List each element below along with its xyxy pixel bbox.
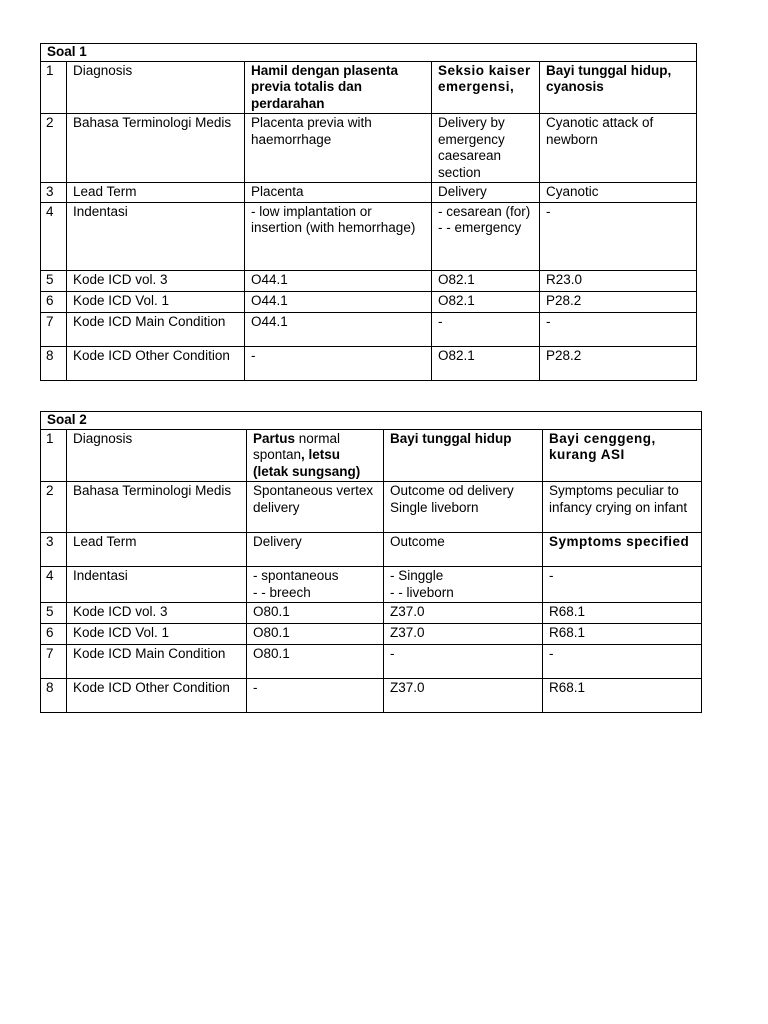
row-number: 8	[41, 346, 67, 380]
cell-line: - - breech	[253, 584, 311, 600]
cell-col-2: -	[432, 312, 540, 346]
cell-col-3: R68.1	[543, 679, 702, 713]
table-row	[41, 312, 697, 346]
cell-col-2: O82.1	[432, 291, 540, 312]
cell-col-1: O80.1	[247, 603, 384, 624]
row-label: Indentasi	[67, 567, 247, 603]
cell-line: Single liveborn	[390, 499, 479, 515]
table-title: Soal 1	[41, 44, 697, 62]
row-number: 4	[41, 202, 67, 270]
cell-col-2: Delivery	[432, 183, 540, 203]
cell-col-3: R23.0	[540, 270, 697, 291]
cell-col-1	[247, 567, 384, 603]
row-label: Kode ICD Other Condition	[67, 346, 245, 380]
table-row	[41, 202, 697, 270]
cell-col-1: Placenta	[245, 183, 432, 203]
table-soal-1	[40, 43, 697, 381]
cell-line: - Singgle	[390, 568, 444, 583]
table-row	[41, 624, 702, 645]
cell-col-2: -	[384, 645, 543, 679]
row-number: 6	[41, 291, 67, 312]
row-number: 5	[41, 603, 67, 624]
table-row	[41, 679, 702, 713]
row-number: 8	[41, 679, 67, 713]
cell-col-3: -	[543, 645, 702, 679]
cell-col-3: R68.1	[543, 624, 702, 645]
cell-line: - cesarean (for)	[438, 203, 531, 219]
row-label: Kode ICD Other Condition	[67, 679, 247, 713]
cell-col-2: Outcome	[384, 533, 543, 567]
cell-line: - - liveborn	[390, 584, 454, 600]
row-label: Kode ICD Main Condition	[67, 645, 247, 679]
cell-col-3: -	[540, 202, 697, 270]
row-label: Kode ICD vol. 3	[67, 603, 247, 624]
cell-col-2: O82.1	[432, 270, 540, 291]
cell-col-3: Symptoms peculiar to infancy crying on infant	[543, 482, 702, 533]
cell-col-1: O44.1	[245, 270, 432, 291]
row-label: Lead Term	[67, 533, 247, 567]
cell-col-2: Bayi tunggal hidup	[384, 429, 543, 482]
table-row	[41, 429, 702, 482]
row-number: 1	[41, 61, 67, 114]
table-row	[41, 61, 697, 114]
row-label: Indentasi	[67, 202, 245, 270]
table-soal-2	[40, 411, 702, 713]
row-number: 3	[41, 183, 67, 203]
cell-col-3: Bayi cenggeng, kurang ASI	[543, 429, 702, 482]
row-number: 3	[41, 533, 67, 567]
cell-bold-text: , letsu (letak sungsang)	[253, 447, 361, 479]
table-row	[41, 533, 702, 567]
row-label: Lead Term	[67, 183, 245, 203]
row-number: 1	[41, 429, 67, 482]
cell-col-2: Seksio kaiser emergensi,	[432, 61, 540, 114]
row-label: Bahasa Terminologi Medis	[67, 482, 247, 533]
row-number: 2	[41, 482, 67, 533]
cell-col-1: Delivery	[247, 533, 384, 567]
cell-line: - - emergency	[438, 220, 522, 235]
row-number: 7	[41, 312, 67, 346]
table-title-row	[41, 44, 697, 62]
cell-line: - spontaneous	[253, 568, 339, 583]
cell-col-3: -	[543, 567, 702, 603]
cell-col-2: Delivery by emergency caesarean section	[432, 114, 540, 183]
table-row	[41, 482, 702, 533]
table-title: Soal 2	[41, 412, 702, 430]
table-row	[41, 291, 697, 312]
row-label: Diagnosis	[67, 61, 245, 114]
table-row	[41, 603, 702, 624]
cell-col-3: R68.1	[543, 603, 702, 624]
cell-col-1: O44.1	[245, 291, 432, 312]
table-row	[41, 114, 697, 183]
cell-col-1: -	[245, 346, 432, 380]
cell-col-1: O44.1	[245, 312, 432, 346]
cell-col-3: Bayi tunggal hidup, cyanosis	[540, 61, 697, 114]
row-label: Diagnosis	[67, 429, 247, 482]
row-number: 5	[41, 270, 67, 291]
cell-col-3: P28.2	[540, 291, 697, 312]
cell-col-1: O80.1	[247, 645, 384, 679]
cell-col-1	[247, 429, 384, 482]
cell-col-3: Symptoms specified	[543, 533, 702, 567]
cell-col-1: O80.1	[247, 624, 384, 645]
row-label: Kode ICD vol. 3	[67, 270, 245, 291]
row-number: 7	[41, 645, 67, 679]
table-row	[41, 183, 697, 203]
cell-col-1: Placenta previa with haemorrhage	[245, 114, 432, 183]
cell-bold-text: Partus	[253, 430, 296, 446]
table-row	[41, 567, 702, 603]
row-label: Kode ICD Main Condition	[67, 312, 245, 346]
cell-col-3: Cyanotic	[540, 183, 697, 203]
cell-col-2: Z37.0	[384, 603, 543, 624]
cell-col-2	[432, 202, 540, 270]
cell-col-3: P28.2	[540, 346, 697, 380]
cell-col-2	[384, 567, 543, 603]
table-row	[41, 270, 697, 291]
row-label: Kode ICD Vol. 1	[67, 624, 247, 645]
cell-col-1: -	[247, 679, 384, 713]
cell-col-2: Z37.0	[384, 679, 543, 713]
cell-col-1: - low implantation or insertion (with hemorrhage)	[245, 202, 432, 270]
row-number: 4	[41, 567, 67, 603]
table-title-row	[41, 412, 702, 430]
table-row	[41, 346, 697, 380]
table-row	[41, 645, 702, 679]
cell-col-1: Hamil dengan plasenta previa totalis dan perdarahan	[245, 61, 432, 114]
row-label: Bahasa Terminologi Medis	[67, 114, 245, 183]
cell-col-3: -	[540, 312, 697, 346]
cell-text: normal spontan	[253, 430, 341, 462]
cell-col-2	[384, 482, 543, 533]
row-label: Kode ICD Vol. 1	[67, 291, 245, 312]
cell-col-2: O82.1	[432, 346, 540, 380]
row-number: 2	[41, 114, 67, 183]
cell-col-2: Z37.0	[384, 624, 543, 645]
cell-col-1: Spontaneous vertex delivery	[247, 482, 384, 533]
row-number: 6	[41, 624, 67, 645]
cell-col-3: Cyanotic attack of newborn	[540, 114, 697, 183]
cell-line: Outcome od delivery	[390, 483, 514, 498]
